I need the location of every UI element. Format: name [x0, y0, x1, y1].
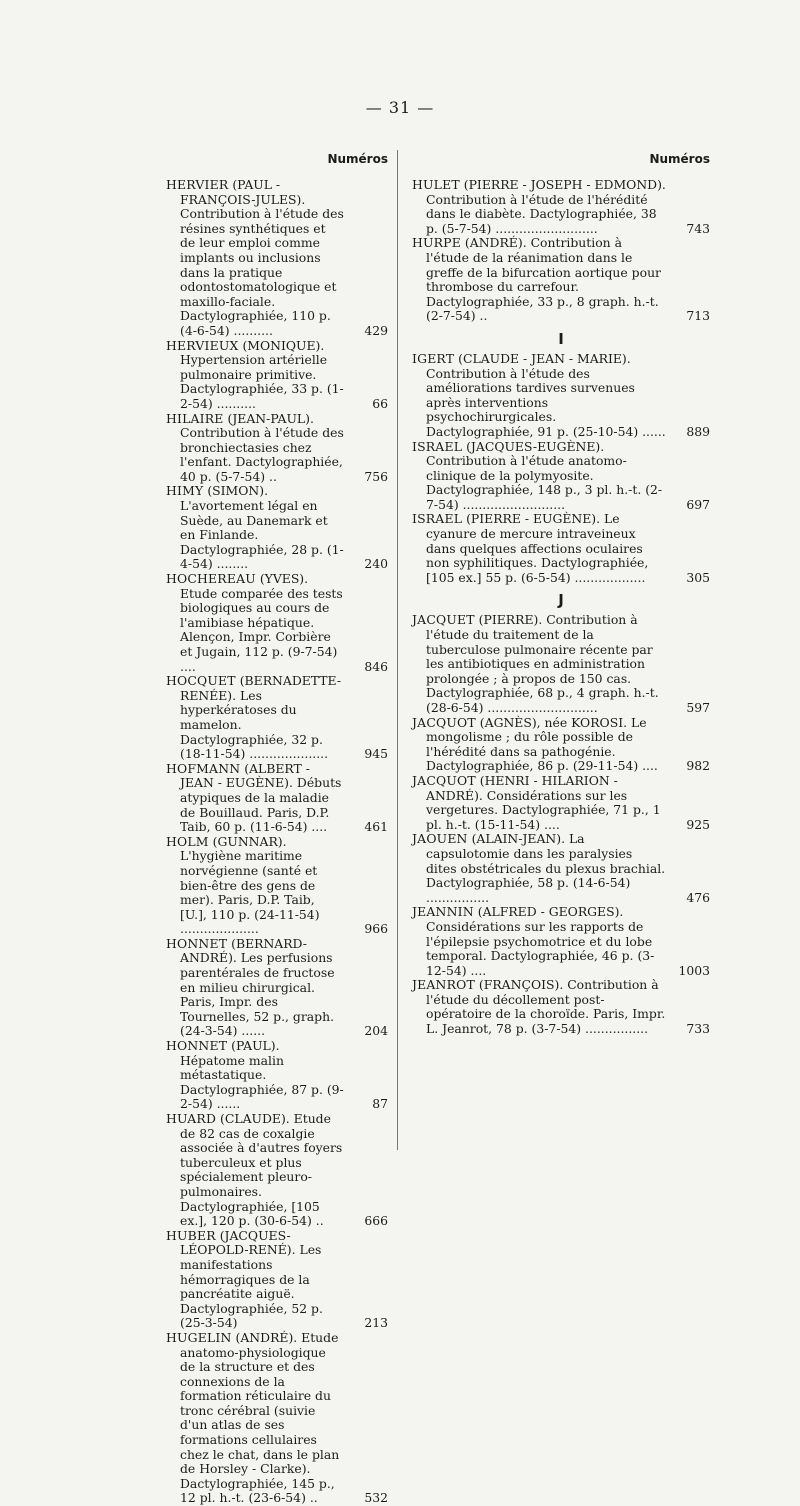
entry-description: (BERNARD-ANDRÉ). Les perfusions parentérales de fructose en milieu chirurgical. Paris, Impr. des Tournelles, 52 p., graph. (24-3-54) ...... — [180, 935, 335, 1039]
entry-author: HERVIER — [166, 177, 229, 192]
entry-description: (ALFRED - GEORGES). Considérations sur les rapports de l'épilepsie psychomotrice et du lobe temporal. Dactylographiée, 46 p. (3-12-54) .... — [426, 904, 655, 978]
entry-number: 666 — [364, 1213, 388, 1229]
entry-number: 697 — [686, 496, 710, 512]
entry-author: HUGELIN — [166, 1329, 232, 1345]
entry-description: (BERNADETTE-RENÉE). Les hyperkératoses du mamelon. Dactylographiée, 32 p. (18-11-54) .................... — [180, 673, 342, 762]
index-entry — [166, 674, 388, 762]
entry-author: JEANROT — [412, 977, 475, 993]
entry-number: 305 — [686, 569, 710, 585]
entry-description: (YVES). Etude comparée des tests biologiques au cours de l'amibiase hépatique. Alençon, Impr. Corbière et Jugain, 112 p. (9-7-54) .... — [180, 571, 343, 674]
entry-list — [166, 178, 388, 1506]
column-heading: Numéros — [327, 152, 388, 166]
page-number: — 31 — — [365, 98, 435, 117]
entry-description: (PIERRE). Contribution à l'étude du traitement de la tuberculose pulmonaire récente par les antibiotiques en administration prolongée ; à propos de 150 cas. Dactylographiée, 68 p., 4 graph. h.-t. (28-6-54) ............................ — [426, 612, 659, 715]
entry-description: (CLAUDE - JEAN - MARIE). Contribution à l'étude des améliorations tardives survenues après interventions psychochirurgicales. Dactylographiée, 91 p. (25-10-54) ...... — [426, 350, 666, 439]
entry-list — [412, 352, 710, 586]
entry-number: 1003 — [678, 962, 710, 978]
entry-description: (FRANÇOIS). Contribution à l'étude du décollement post-opératoire de la choroïde. Paris, Impr. L. Jeanrot, 78 p. (3-7-54) ................ — [426, 977, 666, 1037]
entry-number: 532 — [364, 1490, 388, 1506]
entry-number: 925 — [686, 816, 710, 832]
entry-number: 213 — [364, 1315, 388, 1331]
entry-list — [412, 613, 710, 1036]
entry-author: HIMY — [166, 483, 204, 499]
entry-description: (SIMON). L'avortement légal en Suède, au Danemark et en Finlande. Dactylographiée, 28 p. (1-4-54) ........ — [180, 483, 344, 572]
entry-list — [412, 178, 710, 324]
entry-author: HOCQUET — [166, 673, 236, 689]
entry-description: (PIERRE - EUGÈNE). Le cyanure de mercure intraveineux dans quelques affections oculaires non syphilitiques. Dactylographiée, [105 ex.] 55 p. (6-5-54) .................. — [426, 511, 649, 585]
entry-number: 204 — [364, 1023, 388, 1039]
entry-author: JACQUOT — [412, 714, 476, 730]
entry-author: HONNET — [166, 935, 228, 951]
entry-number: 461 — [364, 819, 388, 835]
index-entry — [412, 832, 710, 905]
entry-author: ISRAEL — [412, 438, 463, 454]
section-letter: I — [558, 329, 564, 348]
index-entry — [412, 352, 710, 440]
index-entry — [412, 178, 710, 236]
column-divider — [397, 150, 398, 1150]
entry-author: HUARD — [166, 1111, 217, 1126]
entry-number: 966 — [364, 921, 388, 937]
entry-description: (PAUL). Hépatome malin métastatique. Dactylographiée, 87 p. (9-2-54) ...... — [180, 1038, 344, 1112]
entry-author: IGERT — [412, 350, 455, 366]
entry-number: 846 — [364, 658, 388, 674]
index-entry — [166, 1331, 388, 1506]
entry-number: 982 — [686, 758, 710, 774]
entry-number: 756 — [364, 468, 388, 484]
entry-description: (HENRI - HILARION - ANDRÉ). Considérations sur les vergetures. Dactylographiée, 71 p., 1 pl. h.-t. (15-11-54) .... — [426, 772, 661, 832]
entry-description: (MONIQUE). Hypertension artérielle pulmonaire primitive. Dactylographiée, 33 p. (1-2-54) .......... — [180, 337, 344, 411]
right-column — [412, 148, 710, 1037]
entry-author: ISRAEL — [412, 511, 463, 527]
entry-description: (JACQUES-EUGÈNE). Contribution à l'étude anatomo-clinique de la polymyosite. Dactylographiée, 148 p., 3 pl. h.-t. (2-7-54) .......................... — [426, 438, 663, 512]
entry-number: 240 — [364, 556, 388, 572]
index-entry — [166, 339, 388, 412]
index-entry — [412, 978, 710, 1036]
index-entry — [412, 905, 710, 978]
index-entry — [412, 613, 710, 715]
entry-author: JACQUOT — [412, 772, 476, 788]
entry-description: (ALBERT - JEAN - EUGÈNE). Débuts atypiques de la maladie de Bouillaud. Paris, D.P. Taib, 60 p. (11-6-54) .... — [180, 760, 342, 835]
entry-number: 66 — [372, 395, 388, 411]
left-column — [166, 148, 388, 1506]
entry-description: (JACQUES-LÉOPOLD-RENÉ). Les manifestations hémorragiques de la pancréatite aiguë. Dactylographiée, 52 p. (25-3-54) — [180, 1227, 323, 1331]
entry-author: HERVIEUX — [166, 337, 239, 353]
index-entry — [166, 572, 388, 674]
index-entry — [166, 835, 388, 937]
entry-author: HOCHEREAU — [166, 571, 256, 587]
section-letter: J — [558, 591, 564, 610]
entry-number: 429 — [364, 322, 388, 338]
index-entry — [412, 236, 710, 324]
entry-author: JEANNIN — [412, 904, 474, 920]
index-entry — [166, 937, 388, 1039]
entry-number: 87 — [372, 1096, 388, 1112]
entry-description: (PAUL - FRANÇOIS-JULES). Contribution à l'étude des résines synthétiques et de leur emploi comme implants ou inclusions dans la pratique odontostomatologique et maxillo-faciale. Dactylographiée, 110 p. (4-6-54) .......... — [180, 177, 344, 338]
entry-description: (ANDRÉ). Contribution à l'étude de la réanimation dans le greffe de la bifurcation aortique pour thrombose du carrefour. Dactylographiée, 33 p., 8 graph. h.-t. (2-7-54) .. — [426, 235, 661, 324]
index-entry — [412, 774, 710, 832]
entry-number: 713 — [686, 308, 710, 324]
entry-author: JACQUET — [412, 612, 475, 628]
entry-description: (JEAN-PAUL). Contribution à l'étude des bronchiectasies chez l'enfant. Dactylographiée, 40 p. (5-7-54) .. — [180, 410, 344, 484]
index-entry — [166, 1112, 388, 1229]
index-entry — [412, 440, 710, 513]
index-entry — [166, 484, 388, 572]
index-entry — [166, 178, 388, 339]
entry-number: 597 — [686, 700, 710, 715]
entry-number: 733 — [686, 1021, 710, 1037]
entry-author: HULET — [412, 177, 460, 192]
entry-author: JAOUEN — [412, 831, 468, 847]
entry-author: HURPE — [412, 235, 461, 251]
entry-description: (ANDRÉ). Etude anatomo-physiologique de la structure et des connexions de la formation réticulaire du tronc cérébral (suivie d'un atlas de ses formations cellulaires chez le chat, dans le plan de Horsley - Clarke). Dactylographiée, 145 p., 12 pl. h.-t. (23-6-54) .. — [180, 1329, 340, 1506]
index-entry — [166, 1039, 388, 1112]
column-heading: Numéros — [649, 152, 710, 166]
entry-description: (AGNÈS), née KOROSI. Le mongolisme ; du rôle possible de l'hérédité dans sa pathogénie. Dactylographiée, 86 p. (29-11-54) .... — [426, 714, 658, 774]
entry-number: 889 — [686, 423, 710, 439]
index-entry — [166, 412, 388, 485]
entry-description: (PIERRE - JOSEPH - EDMOND). Contribution à l'étude de l'hérédité dans le diabète. Dactylographiée, 38 p. (5-7-54) .......................... — [426, 177, 666, 236]
entry-description: (CLAUDE). Etude de 82 cas de coxalgie associée à d'autres foyers tuberculeux et plus spécialement pleuro-pulmonaires. Dactylographiée, [105 ex.], 120 p. (30-6-54) .. — [180, 1111, 343, 1229]
entry-description: (GUNNAR). L'hygiène maritime norvégienne (santé et bien-être des gens de mer). Paris, D.P. Taib, [U.], 110 p. (24-11-54) .................... — [180, 833, 320, 937]
entry-sections — [412, 178, 710, 1037]
entry-author: HONNET — [166, 1038, 228, 1054]
index-entry — [412, 512, 710, 585]
index-entry — [166, 762, 388, 835]
entry-number: 476 — [686, 889, 710, 905]
entry-number: 945 — [364, 746, 388, 762]
entry-author: HILAIRE — [166, 410, 224, 426]
entry-number: 743 — [686, 220, 710, 236]
index-entry — [412, 716, 710, 774]
entry-description: (ALAIN-JEAN). La capsulotomie dans les paralysies dites obstétricales du plexus brachial. Dactylographiée, 58 p. (14-6-54) ................ — [426, 831, 666, 905]
index-entry — [166, 1229, 388, 1331]
entry-author: HOFMANN — [166, 760, 241, 776]
entry-author: HUBER — [166, 1227, 216, 1243]
entry-author: HOLM — [166, 833, 209, 849]
